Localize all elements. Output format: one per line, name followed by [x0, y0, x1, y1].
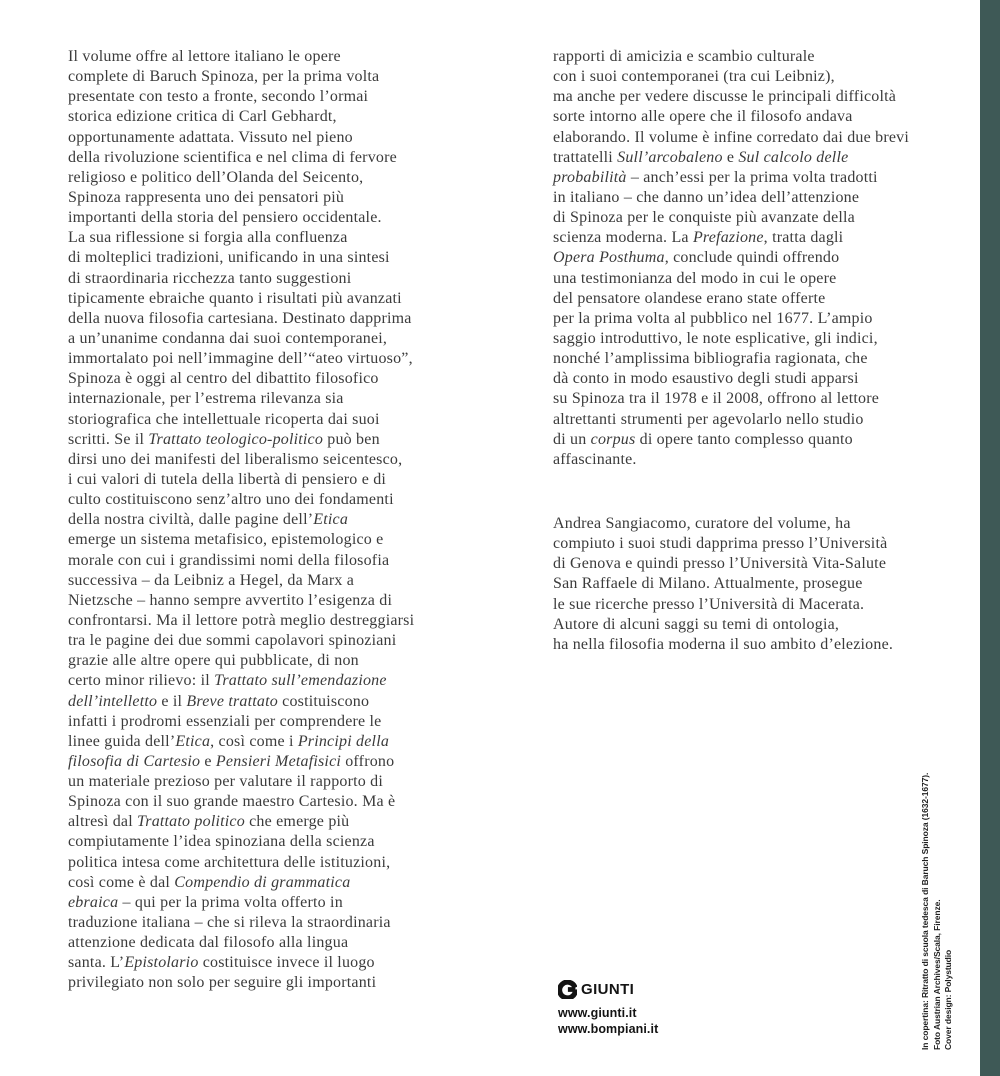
text-line: una testimonianza del modo in cui le opere	[553, 269, 837, 287]
text-line: dirsi uno dei manifesti del liberalismo seicentesco,	[68, 450, 403, 468]
text-line: di Spinoza per le conquiste più avanzate della	[553, 209, 855, 227]
text-line: dell’intelletto e il Breve trattato costituiscono	[68, 692, 370, 710]
text-line: culto costituiscono senz’altro uno dei fondamenti	[68, 491, 394, 509]
text-line: Il volume offre al lettore italiano le opere	[68, 48, 341, 65]
text-line: altresì dal Trattato politico che emerge più	[68, 813, 350, 831]
text-line: Foto Austrian Archives/Scala, Firenze.	[931, 899, 942, 1050]
text-line: probabilità – anch’essi per la prima volta tradotti	[553, 168, 878, 186]
text-line: filosofia di Cartesio e Pensieri Metafisici offrono	[68, 752, 395, 770]
text-line: a un’unanime condanna dai suoi contemporanei,	[68, 329, 388, 347]
text-line: scienza moderna. La Prefazione, tratta dagli	[553, 229, 844, 247]
right-text-column	[553, 47, 963, 470]
text-line: Opera Posthuma, conclude quindi offrendo	[553, 249, 840, 267]
text-line: internazionale, per l’estrema rilevanza sia	[68, 390, 344, 408]
bompiani-url: www.bompiani.it	[558, 1021, 659, 1036]
text-line: politica intesa come architettura delle istituzioni,	[68, 853, 391, 871]
text-line: le sue ricerche presso l’Università di Macerata.	[553, 595, 865, 613]
text-line: un materiale prezioso per valutare il rapporto di	[68, 773, 384, 791]
text-line: privilegiato non solo per seguire gli importanti	[68, 974, 377, 992]
text-line: Nietzsche – hanno sempre avvertito l’esigenza di	[68, 591, 393, 609]
text-line: Autore di alcuni saggi su temi di ontologia,	[553, 615, 840, 633]
text-line: del pensatore olandese erano state offerte	[553, 289, 826, 307]
text-line: affascinante.	[553, 450, 637, 468]
text-line: su Spinoza tra il 1978 e il 2008, offrono al lettore	[553, 390, 880, 408]
text-line: della nostra civiltà, dalle pagine dell’Etica	[68, 511, 349, 529]
text-line: dà conto in modo esaustivo degli studi apparsi	[553, 370, 859, 388]
text-line: San Raffaele di Milano. Attualmente, prosegue	[553, 575, 863, 593]
text-line: di Genova e quindi presso l’Università Vita-Salute	[553, 555, 887, 573]
text-line: La sua riflessione si forgia alla confluenza	[68, 229, 348, 247]
text-line: trattatelli Sull’arcobaleno e Sul calcolo delle	[553, 148, 849, 166]
text-line: ebraica – qui per la prima volta offerto in	[68, 893, 343, 911]
giunti-logo	[558, 979, 658, 999]
text-line: nonché l’amplissima bibliografia ragionata, che	[553, 350, 868, 368]
text-line: compiuto i suoi studi dapprima presso l’Università	[553, 535, 888, 553]
text-line: scritti. Se il Trattato teologico-politico può ben	[68, 430, 380, 448]
text-line: traduzione italiana – che si rileva la straordinaria	[68, 914, 391, 932]
text-line: certo minor rilievo: il Trattato sull’emendazione	[68, 672, 387, 690]
text-line: ma anche per vedere discusse le principali difficoltà	[553, 88, 897, 106]
text-line: storica edizione critica di Carl Gebhardt,	[68, 108, 337, 126]
text-line: linee guida dell’Etica, così come i Principi della	[68, 732, 390, 750]
giunti-url: www.giunti.it	[558, 1006, 637, 1020]
text-line: di molteplici tradizioni, unificando in una sintesi	[68, 249, 390, 267]
text-line: Spinoza con il suo grande maestro Cartesio. Ma è	[68, 793, 396, 811]
text-line: Cover design: Polystudio	[943, 949, 953, 1050]
text-line: religioso e politico dell’Olanda del Seicento,	[68, 168, 364, 186]
text-line: della rivoluzione scientifica e nel clima di fervore	[68, 148, 397, 166]
text-line: importanti della storia del pensiero occidentale.	[68, 209, 382, 227]
text-line: altrettanti strumenti per agevolarlo nello studio	[553, 410, 864, 428]
text-line: emerge un sistema metafisico, epistemologico e	[68, 531, 384, 549]
text-line: santa. L’Epistolario costituisce invece il luogo	[68, 954, 375, 972]
text-line: sorte intorno alle opere che il filosofo andava	[553, 108, 853, 126]
text-line: così come è dal Compendio di grammatica	[68, 873, 351, 891]
text-line: elaborando. Il volume è infine corredato dai due brevi	[553, 128, 909, 146]
text-line: immortalato poi nell’immagine dell’“ateo virtuoso”,	[68, 350, 413, 368]
author-bio	[553, 514, 963, 655]
cover-credits	[920, 750, 955, 1050]
text-line: ha nella filosofia moderna il suo ambito d’elezione.	[553, 635, 894, 653]
text-line: tipicamente ebraiche quanto i risultati più avanzati	[68, 289, 402, 307]
left-text-column	[68, 47, 494, 994]
text-line: confrontarsi. Ma il lettore potrà meglio destreggiarsi	[68, 611, 415, 629]
spine-band	[980, 0, 1000, 1076]
text-line: infatti i prodromi essenziali per comprendere le	[68, 712, 382, 730]
text-line: di un corpus di opere tanto complesso quanto	[553, 430, 853, 448]
publisher-name: GIUNTI	[581, 980, 635, 998]
text-line: in italiano – che danno un’idea dell’attenzione	[553, 188, 860, 206]
text-line: Andrea Sangiacomo, curatore del volume, ha	[553, 515, 851, 532]
text-line: storiografica che intellettuale ricoperta dai suoi	[68, 410, 380, 428]
text-line: di straordinaria ricchezza tanto suggestioni	[68, 269, 352, 287]
text-line: opportunamente adattata. Vissuto nel pieno	[68, 128, 353, 146]
publisher-footer	[558, 979, 658, 1037]
text-line: complete di Baruch Spinoza, per la prima volta	[68, 68, 380, 86]
text-line: i cui valori di tutela della libertà di pensiero e di	[68, 470, 387, 488]
text-line: grazie alle altre opere qui pubblicate, di non	[68, 652, 359, 670]
text-line: Spinoza rappresenta uno dei pensatori più	[68, 188, 345, 206]
text-line: saggio introduttivo, le note esplicative, gli indici,	[553, 329, 878, 347]
text-line: con i suoi contemporanei (tra cui Leibniz),	[553, 68, 835, 86]
text-line: della nuova filosofia cartesiana. Destinato dapprima	[68, 309, 412, 327]
text-line: compiutamente l’idea spinoziana della scienza	[68, 833, 375, 851]
giunti-g-icon	[558, 980, 577, 999]
text-line: attenzione dedicata dal filosofo alla lingua	[68, 934, 349, 952]
text-line: morale con cui i grandissimi nomi della filosofia	[68, 551, 390, 569]
text-line: In copertina: Ritratto di scuola tedesca di Baruch Spinoza (1632-1677).	[920, 772, 930, 1050]
text-line: tra le pagine dei due sommi capolavori spinoziani	[68, 632, 397, 650]
text-line: successiva – da Leibniz a Hegel, da Marx a	[68, 571, 355, 589]
text-line: rapporti di amicizia e scambio culturale	[553, 48, 815, 65]
text-line: Spinoza è oggi al centro del dibattito filosofico	[68, 370, 379, 388]
text-line: presentate con testo a fronte, secondo l’ormai	[68, 88, 369, 106]
text-line: per la prima volta al pubblico nel 1677. L’ampio	[553, 309, 873, 327]
